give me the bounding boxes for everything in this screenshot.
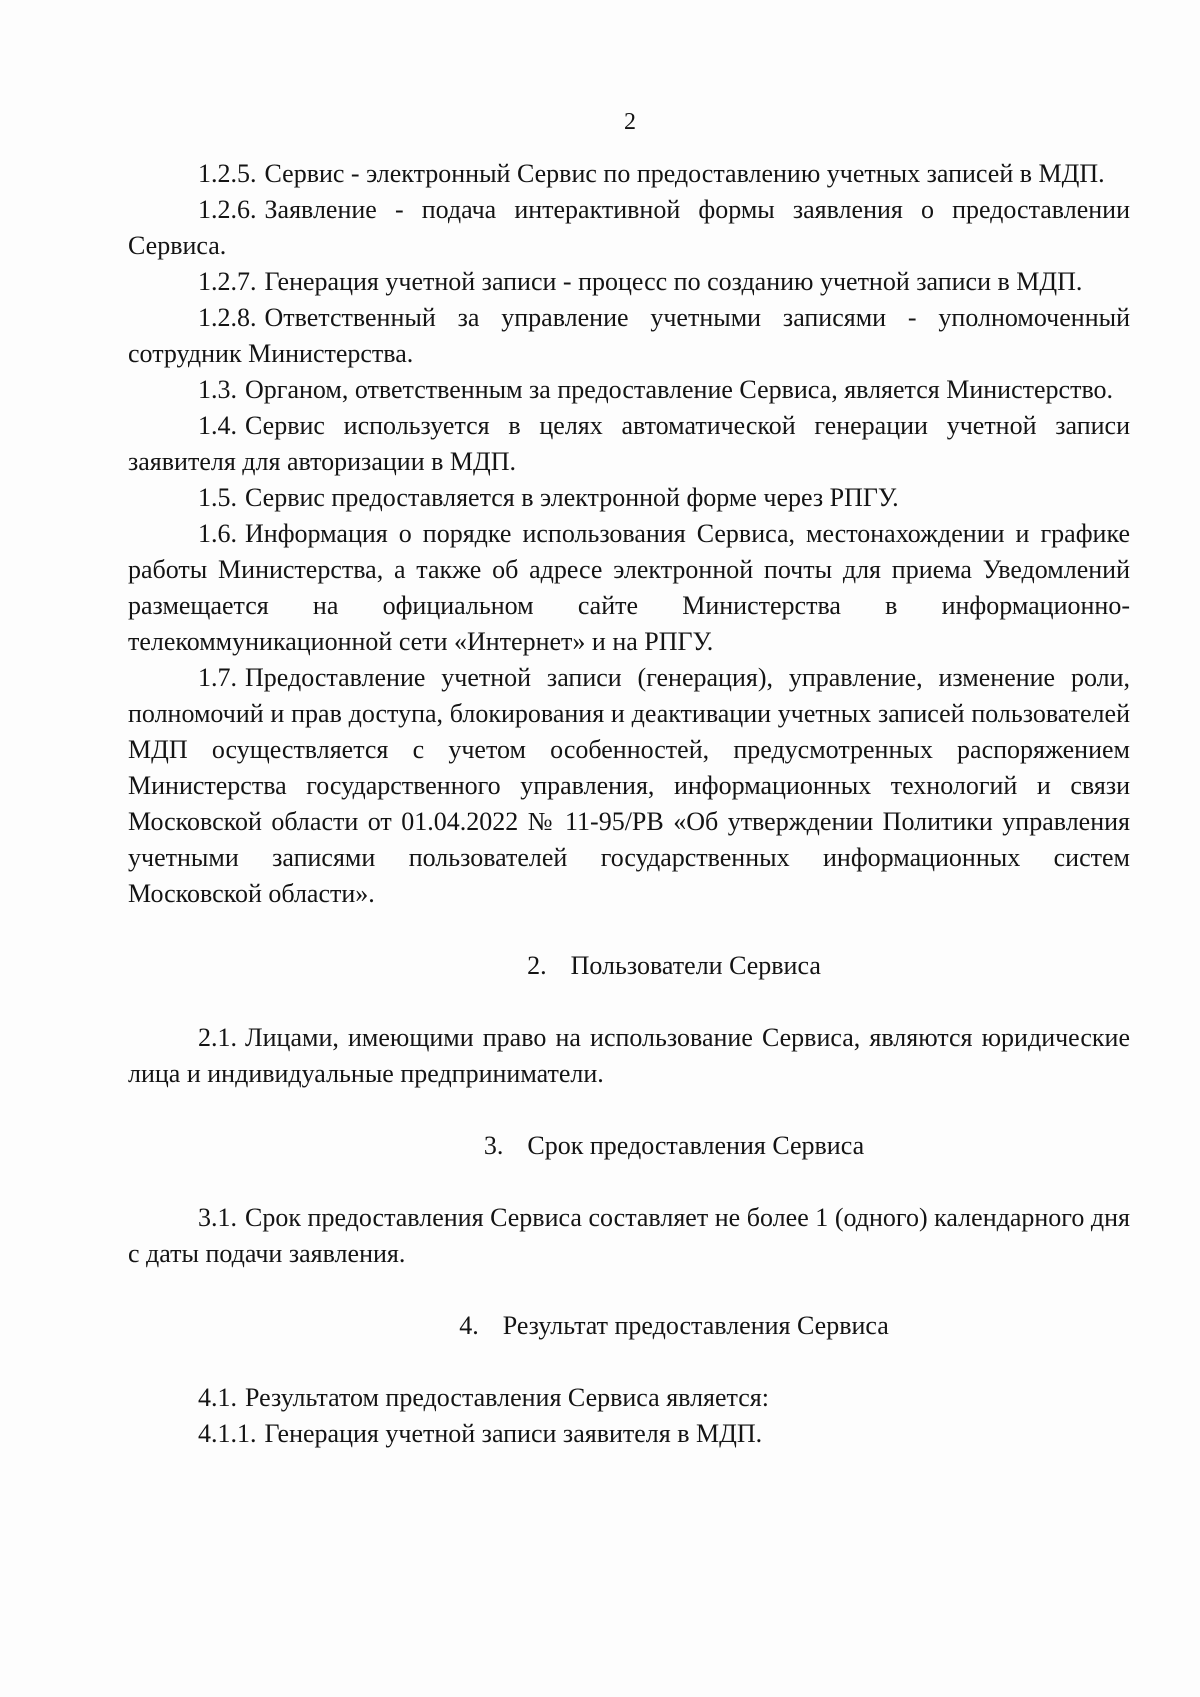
clause-text: Срок предоставления Сервиса составляет не более 1 (одного) календарного дня с даты подачи заявления.	[128, 1203, 1130, 1268]
section-title: Срок предоставления Сервиса	[527, 1131, 865, 1160]
section-heading-2	[128, 948, 1130, 984]
clause-text: Сервис - электронный Сервис по предоставлению учетных записей в МДП.	[264, 159, 1105, 188]
section-number: 2.	[527, 951, 547, 980]
clause-number: 1.3.	[198, 375, 237, 404]
clause-text: Генерация учетной записи - процесс по созданию учетной записи в МДП.	[264, 267, 1083, 296]
clause-number: 2.1.	[198, 1023, 237, 1052]
clause-number: 1.4.	[198, 411, 237, 440]
spacer	[128, 1272, 1130, 1308]
clause-number: 1.6.	[198, 519, 237, 548]
clause-text: Сервис используется в целях автоматической генерации учетной записи заявителя для авторизации в МДП.	[128, 411, 1130, 476]
clause-number: 4.1.	[198, 1383, 237, 1412]
clause-number: 1.2.7.	[198, 267, 257, 296]
clause-text: Информация о порядке использования Сервиса, местонахождении и графике работы Министерства, а также об адресе электронной почты для приема Уведомлений размещается на официальном сайте Министерства в информационно-телекоммуникационной сети «Интернет» и на РПГУ.	[128, 519, 1130, 656]
clause-text: Органом, ответственным за предоставление Сервиса, является Министерство.	[245, 375, 1114, 404]
clause-number: 1.2.8.	[198, 303, 257, 332]
paragraph-1-2-7	[128, 264, 1130, 300]
document-body	[128, 156, 1130, 1452]
section-title: Пользователи Сервиса	[570, 951, 821, 980]
clause-text: Заявление - подача интерактивной формы заявления о предоставлении Сервиса.	[128, 195, 1130, 260]
spacer	[128, 912, 1130, 948]
paragraph-3-1	[128, 1200, 1130, 1272]
section-number: 4.	[459, 1311, 479, 1340]
paragraph-4-1-1	[128, 1416, 1130, 1452]
paragraph-1-7	[128, 660, 1130, 912]
spacer	[128, 1344, 1130, 1380]
clause-number: 1.5.	[198, 483, 237, 512]
clause-text: Лицами, имеющими право на использование Сервиса, являются юридические лица и индивидуальные предприниматели.	[128, 1023, 1130, 1088]
paragraph-1-2-8	[128, 300, 1130, 372]
spacer	[128, 1164, 1130, 1200]
paragraph-1-3	[128, 372, 1130, 408]
section-title: Результат предоставления Сервиса	[502, 1311, 889, 1340]
clause-number: 1.2.5.	[198, 159, 257, 188]
clause-text: Предоставление учетной записи (генерация), управление, изменение роли, полномочий и прав доступа, блокирования и деактивации учетных записей пользователей МДП осуществляется с учетом особенностей, предусмотренных распоряжением Министерства государственного управления, информационных технологий и связи Московской области от 01.04.2022 № 11-95/РВ «Об утверждении Политики управления учетными записями пользователей государственных информационных систем Московской области».	[128, 663, 1130, 908]
spacer	[128, 984, 1130, 1020]
paragraph-1-5	[128, 480, 1130, 516]
clause-number: 3.1.	[198, 1203, 237, 1232]
clause-text: Результатом предоставления Сервиса является:	[245, 1383, 769, 1412]
section-heading-3	[128, 1128, 1130, 1164]
section-number: 3.	[483, 1131, 504, 1160]
paragraph-1-2-5	[128, 156, 1130, 192]
clause-number: 1.2.6.	[198, 195, 257, 224]
spacer	[128, 1092, 1130, 1128]
clause-text: Генерация учетной записи заявителя в МДП.	[264, 1419, 763, 1448]
clause-number: 1.7.	[198, 663, 237, 692]
paragraph-4-1	[128, 1380, 1130, 1416]
clause-text: Сервис предоставляется в электронной форме через РПГУ.	[245, 483, 899, 512]
section-heading-4	[128, 1308, 1130, 1344]
paragraph-1-6	[128, 516, 1130, 660]
page-number: 2	[624, 109, 636, 135]
paragraph-1-4	[128, 408, 1130, 480]
clause-number: 4.1.1.	[198, 1419, 257, 1448]
paragraph-2-1	[128, 1020, 1130, 1092]
clause-text: Ответственный за управление учетными записями - уполномоченный сотрудник Министерства.	[128, 303, 1130, 368]
paragraph-1-2-6	[128, 192, 1130, 264]
